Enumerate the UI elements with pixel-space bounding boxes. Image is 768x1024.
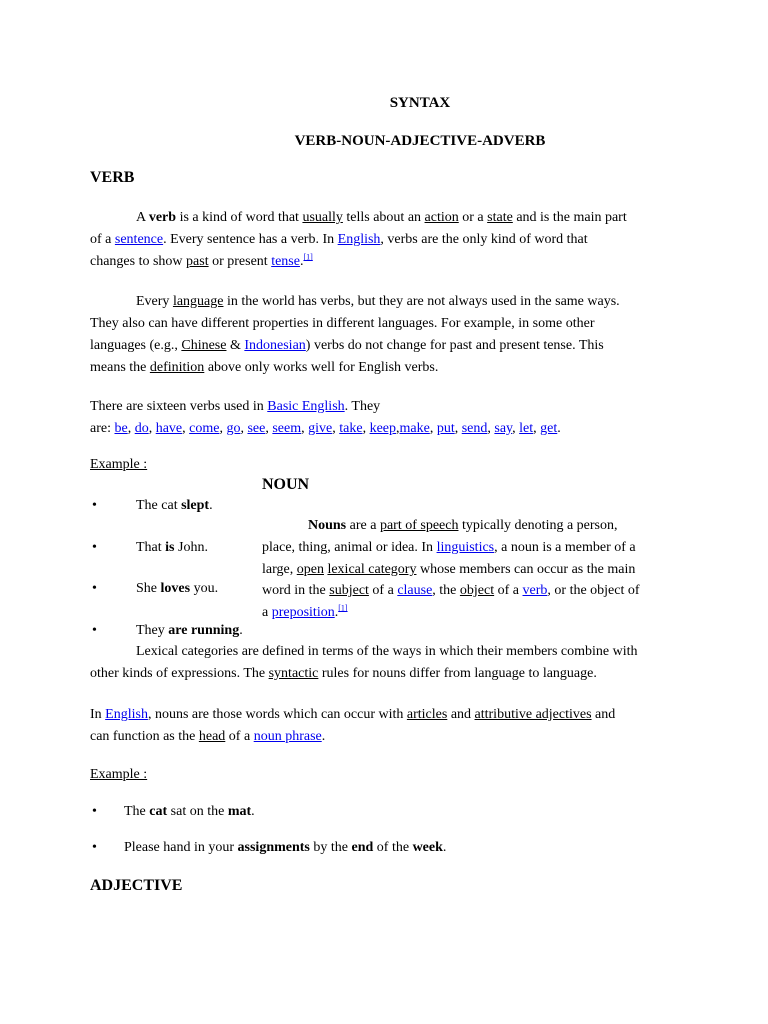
verb-link-be[interactable]: be [114,421,128,436]
list-item: They are running. [136,623,243,638]
open-term: open [296,562,324,577]
verb-example-label: Example : [90,457,148,472]
basic-english-link[interactable]: Basic English [267,399,345,414]
sentence-link[interactable]: sentence [114,232,164,247]
verb-link-send[interactable]: send [461,421,488,436]
part-of-speech-term: part of speech [379,518,459,533]
past-term: past [186,254,209,269]
verb-link-take[interactable]: take [339,421,363,436]
action-term: action [424,210,459,225]
verb-link-have[interactable]: have [155,421,183,436]
noun-phrase-link[interactable]: noun phrase [253,729,322,744]
language-term: language [172,294,224,309]
verb-link-go[interactable]: go [226,421,241,436]
lexical-category-term: lexical category [327,562,417,577]
articles-term: articles [406,707,448,722]
usually-term: usually [302,210,343,225]
list-item: That is John. [136,540,208,555]
footnote-link[interactable]: [1] [338,603,348,613]
verb-link-seem[interactable]: seem [272,421,302,436]
verb-link-get[interactable]: get [540,421,558,436]
list-item: She loves you. [136,581,219,596]
bullet: • [92,581,97,596]
syntactic-term: syntactic [268,666,319,681]
verb-link[interactable]: verb [522,583,548,598]
verb-heading: VERB [90,169,135,186]
verb-link-see[interactable]: see [247,421,266,436]
indonesian-link[interactable]: Indonesian [244,338,306,353]
verb-link-do[interactable]: do [134,421,149,436]
noun-example-label: Example : [90,767,148,782]
list-item: The cat sat on the mat. [124,804,255,819]
clause-link[interactable]: clause [397,583,433,598]
head-term: head [198,729,226,744]
page-title: SYNTAX [389,95,451,111]
bullet: • [92,498,97,513]
verb-link-let[interactable]: let [519,421,534,436]
definition-term: definition [149,360,205,375]
tense-link[interactable]: tense [271,254,300,269]
page-subtitle: VERB-NOUN-ADJECTIVE-ADVERB [294,133,546,149]
object-term: object [459,583,495,598]
noun-heading: NOUN [262,476,310,493]
adjective-heading: ADJECTIVE [90,877,183,894]
bullet: • [92,623,97,638]
english-link[interactable]: English [337,232,381,247]
verb-link-keep[interactable]: keep [369,421,396,436]
state-term: state [487,210,513,225]
bullet: • [92,804,97,819]
list-item: The cat slept. [136,498,213,513]
verb-link-come[interactable]: come [189,421,220,436]
chinese-term: Chinese [181,338,227,353]
subject-term: subject [329,583,369,598]
verb-link-put[interactable]: put [436,421,455,436]
attributive-adjectives-term: attributive adjectives [474,707,592,722]
bullet: • [92,840,97,855]
bullet: • [92,540,97,555]
list-item: Please hand in your assignments by the end of the week. [124,840,447,855]
linguistics-link[interactable]: linguistics [436,540,495,555]
preposition-link[interactable]: preposition [271,605,335,620]
verb-link-say[interactable]: say [494,421,513,436]
footnote-link[interactable]: [1] [303,252,313,262]
english-link[interactable]: English [105,707,148,722]
verb-link-give[interactable]: give [308,421,333,436]
verb-link-make[interactable]: make [399,421,430,436]
